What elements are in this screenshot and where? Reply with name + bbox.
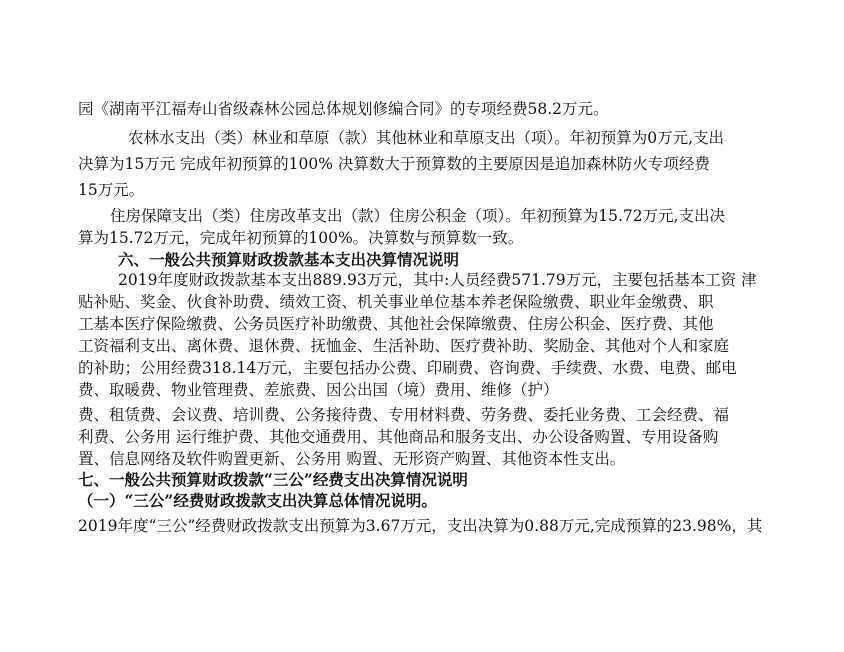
paragraph-line: 农林水支出（类）林业和草原（款）其他林业和草原支出（项）。年初预算为0万元,支出 [128,129,725,147]
paragraph-line: 15万元。 [78,181,145,199]
paragraph-line: 工资福利支出、离休费、退休费、抚恤金、生活补助、医疗费补助、奖励金、其他对个人和家庭 [78,337,730,355]
paragraph-line: 的补助；公用经费318.14万元，主要包括办公费、印刷费、咨询费、手续费、水费、电费、邮电 [78,359,737,377]
paragraph-line: 贴补贴、奖金、伙食补助费、绩效工资、机关事业单位基本养老保险缴费、职业年金缴费、职 [78,293,714,311]
paragraph-line: 工基本医疗保险缴费、公务员医疗补助缴费、其他社会保障缴费、住房公积金、医疗费、其他 [78,315,714,333]
paragraph-line: 园《湖南平江福寿山省级森林公园总体规划修编合同》的专项经费58.2万元。 [78,100,609,118]
paragraph-line: 住房保障支出（类）住房改革支出（款）住房公积金（项）。年初预算为15.72万元,支出决 [110,207,726,225]
paragraph-line: 决算为15万元 完成年初预算的100% 决算数大于预算数的主要原因是追加森林防火专项经费 [78,155,710,173]
paragraph-line: 2019年度“三公”经费财政拨款支出预算为3.67万元，支出决算为0.88万元,完成预算的23.98%，其 [78,517,763,535]
paragraph-line: 利费、公务用 运行维护费、其他交通费用、其他商品和服务支出、办公设备购置、专用设备购 [78,428,719,446]
paragraph-line: 费、取暖费、物业管理费、差旅费、因公出国（境）费用、维修（护） [78,381,559,399]
paragraph-line: 置、信息网络及软件购置更新、公务用 购置、无形资产购置、其他资本性支出。 [78,450,626,468]
paragraph-line: 费、租赁费、会议费、培训费、公务接待费、专用材料费、劳务费、委托业务费、工会经费、福 [78,406,730,424]
paragraph-line: 2019年度财政拨款基本支出889.93万元，其中:人员经费571.79万元，主要包括基本工资 津 [118,271,757,289]
subsection-heading: （一）“三公”经费财政拨款支出决算总体情况说明。 [78,491,437,510]
section-heading: 六、一般公共预算财政拨款基本支出决算情况说明 [118,250,460,269]
section-heading: 七、一般公共预算财政拨款“三公”经费支出决算情况说明 [78,470,468,489]
paragraph-line: 算为15.72万元，完成年初预算的100%。决算数与预算数一致。 [78,229,524,247]
